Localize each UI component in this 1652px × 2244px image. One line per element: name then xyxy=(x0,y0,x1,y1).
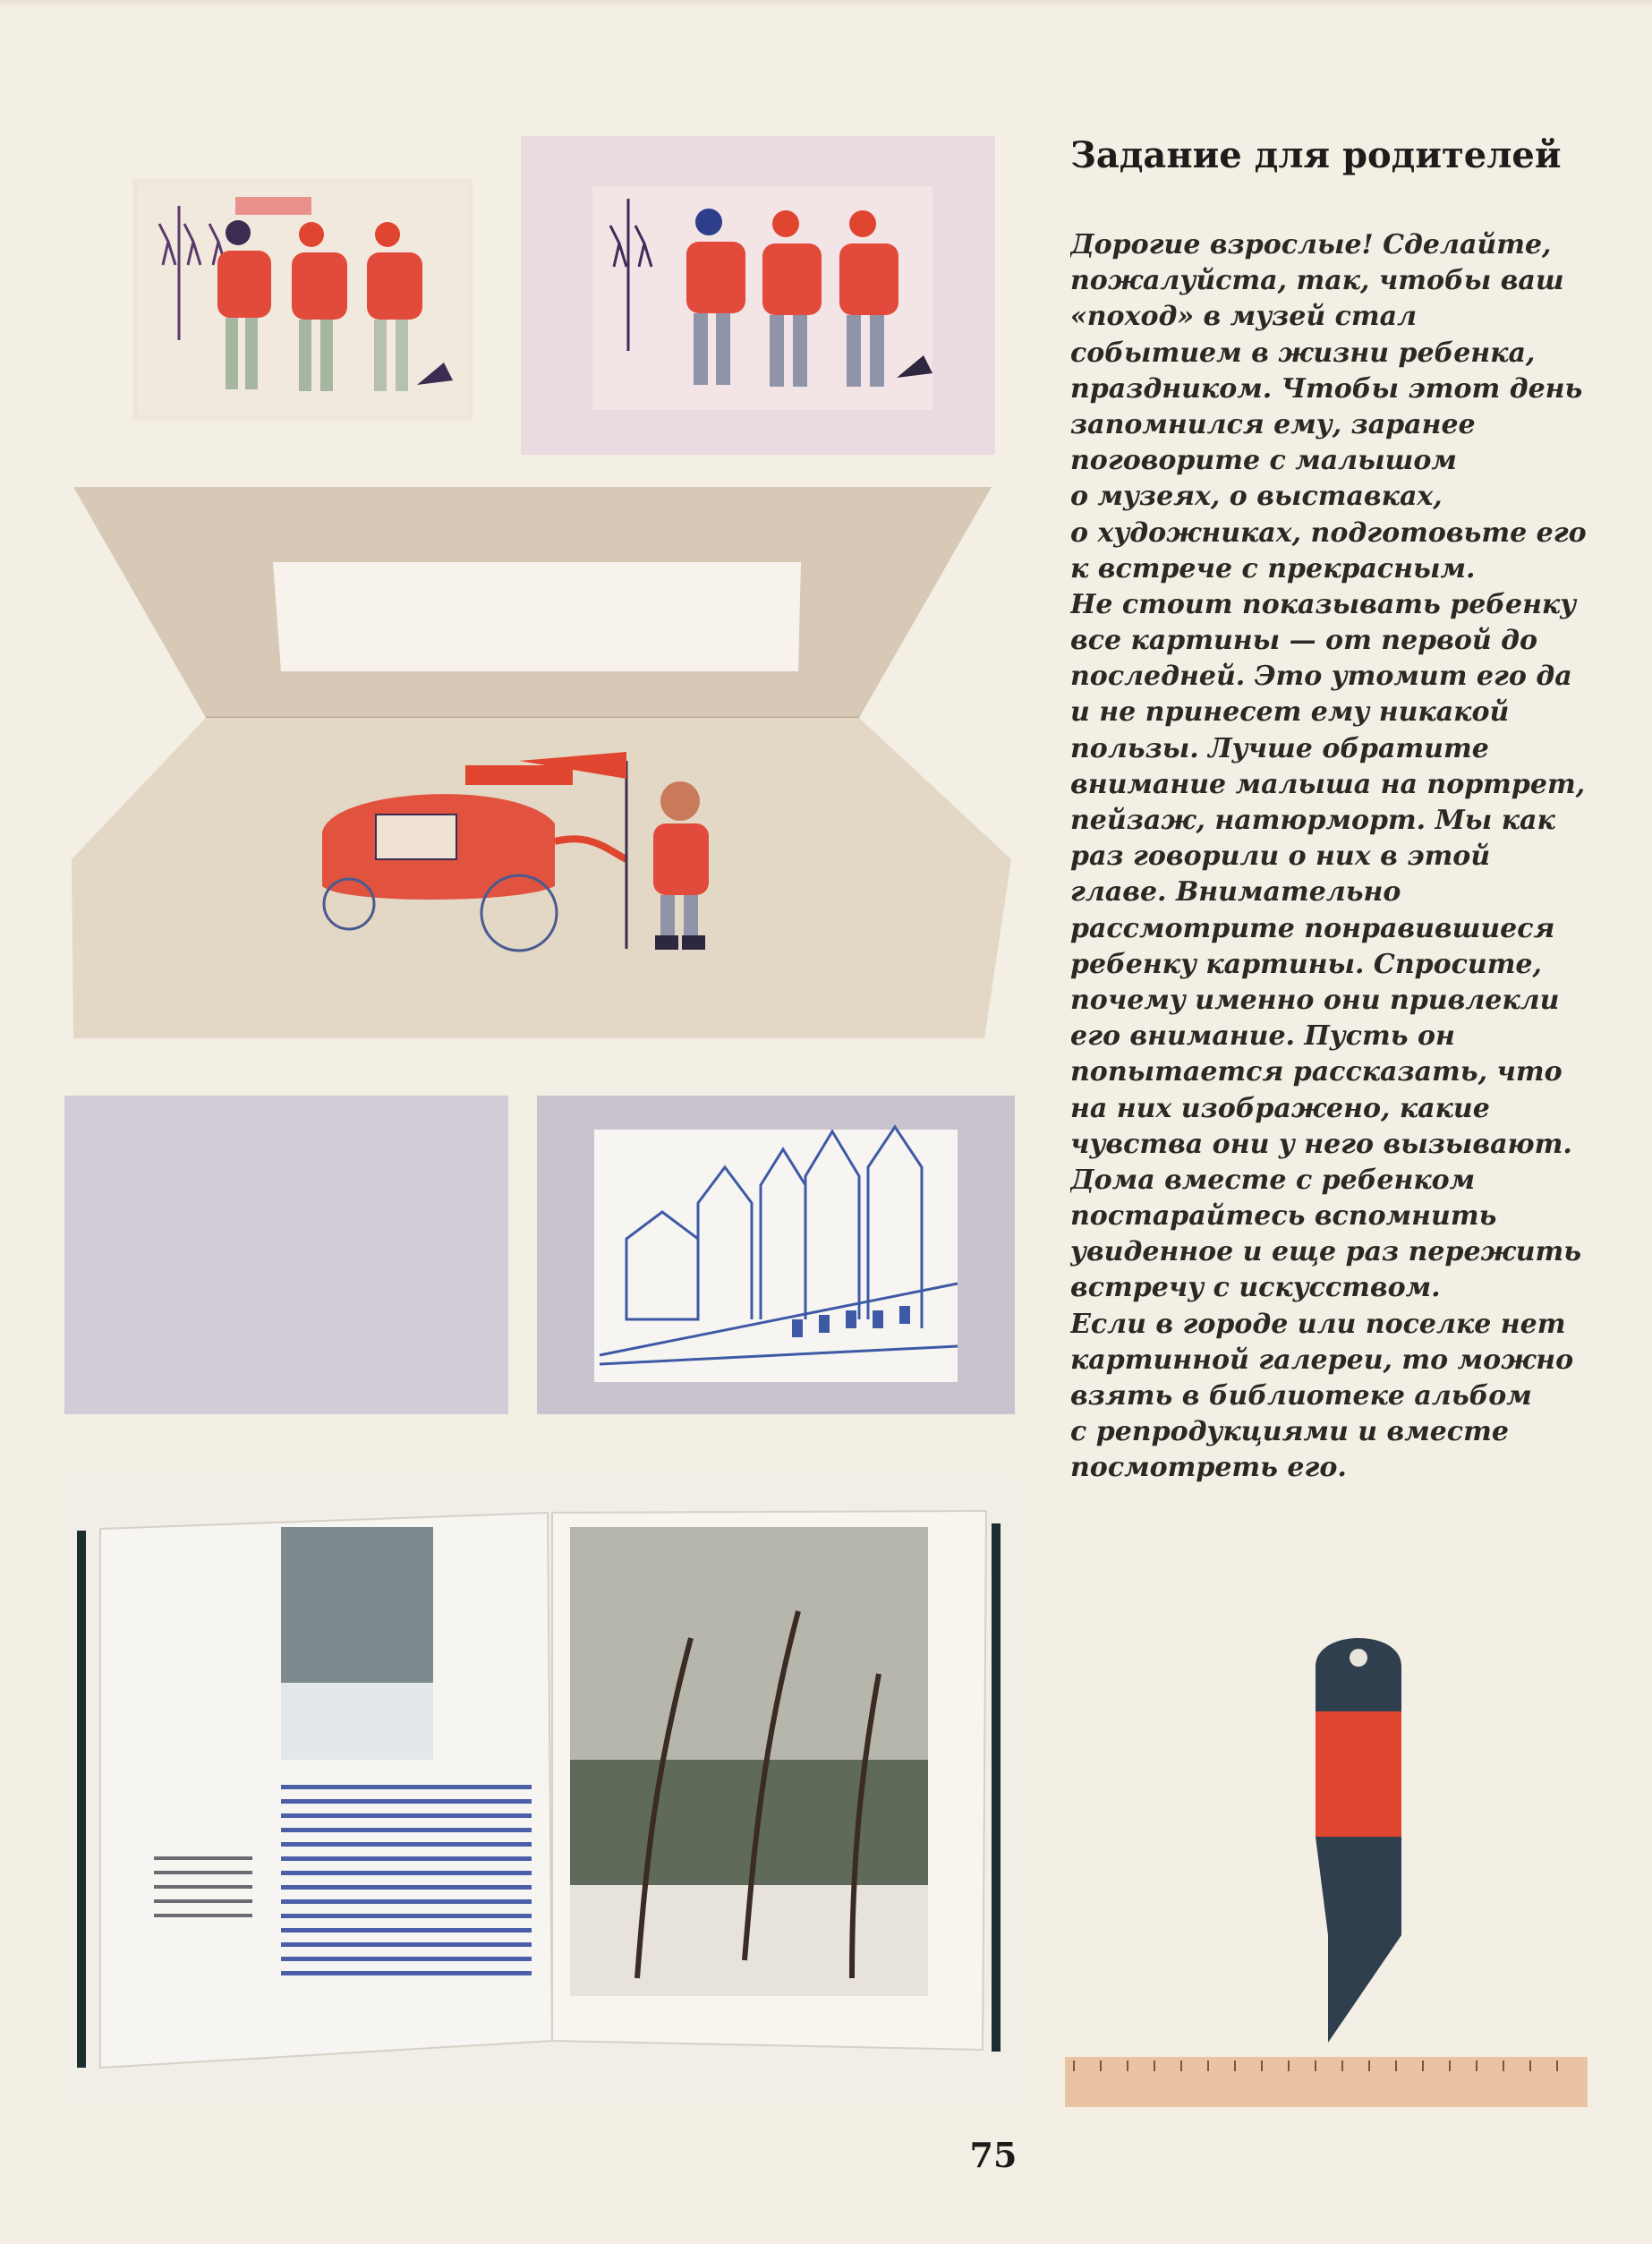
text-line: пользы. Лучше обратите xyxy=(1070,732,1489,764)
soldiers-drawing-pink-photo xyxy=(521,136,995,455)
castle-drawing-photo xyxy=(537,1096,1015,1414)
text-line: на них изображено, какие xyxy=(1070,1092,1490,1124)
parent-instructions-text xyxy=(1070,227,1607,1487)
text-line: все картины — от первой до xyxy=(1070,625,1537,657)
text-line: пейзаж, натюрморт. Мы как xyxy=(1070,805,1555,836)
text-line: главе. Внимательно xyxy=(1070,876,1401,909)
soldiers-drawing-pink-art xyxy=(521,136,995,455)
text-line: увиденное и еще раз пережить xyxy=(1070,1236,1582,1268)
text-line: Если в городе или поселке нет xyxy=(1070,1308,1566,1340)
text-line: к встрече с прекрасным. xyxy=(1070,552,1476,584)
text-line: картинной галереи, то можно xyxy=(1070,1344,1574,1376)
craft-knife-icon xyxy=(1307,1631,1412,2050)
text-line: Не стоит показывать ребенку xyxy=(1070,588,1577,620)
text-line: о художниках, подготовьте его xyxy=(1070,516,1587,549)
text-line: посмотреть его. xyxy=(1070,1452,1347,1484)
open-album-art xyxy=(64,1477,1013,2103)
text-line: Дорогие взрослые! Сделайте, xyxy=(1070,229,1552,260)
text-line: чувства они у него вызывают. xyxy=(1070,1128,1572,1160)
text-line: внимание малыша на портрет, xyxy=(1070,768,1586,800)
text-line: с репродукциями и вместе xyxy=(1070,1416,1509,1448)
text-line: встречу с искусством. xyxy=(1070,1272,1441,1304)
text-line: ребенку картины. Спросите, xyxy=(1070,948,1542,980)
blank-board-photo xyxy=(64,1096,508,1414)
folded-card-art xyxy=(54,483,1020,1047)
text-line: Дома вместе с ребенком xyxy=(1070,1164,1476,1196)
castle-drawing-art xyxy=(537,1096,1015,1414)
open-album-photo xyxy=(64,1477,1013,2103)
section-heading: Задание для родителей xyxy=(1070,134,1562,176)
ruler-icon xyxy=(1065,2057,1588,2107)
text-line: событием в жизни ребенка, xyxy=(1070,337,1536,369)
soldiers-drawing-art xyxy=(132,179,473,421)
page-number: 75 xyxy=(969,2135,1018,2175)
soldiers-drawing-photo xyxy=(132,179,473,421)
text-line: о музеях, о выставках, xyxy=(1070,481,1443,513)
text-line: праздником. Чтобы этот день xyxy=(1070,372,1583,405)
text-line: рассмотрите понравившиеся xyxy=(1070,912,1555,944)
text-line: последней. Это утомит его да xyxy=(1070,661,1572,693)
text-line: «поход» в музей стал xyxy=(1070,301,1418,333)
text-line: пожалуйста, так, чтобы ваш xyxy=(1070,265,1564,297)
text-line: запомнился ему, заранее xyxy=(1070,408,1476,440)
page-top-edge xyxy=(0,0,1652,7)
text-line: поговорите с малышом xyxy=(1070,445,1457,477)
text-line: постарайтесь вспомнить xyxy=(1070,1200,1497,1233)
text-line: почему именно они привлекли xyxy=(1070,984,1560,1016)
text-line: его внимание. Пусть он xyxy=(1070,1020,1455,1053)
text-line: и не принесет ему никакой xyxy=(1070,696,1510,729)
text-line: взять в библиотеке альбом xyxy=(1070,1380,1532,1412)
text-line: раз говорили о них в этой xyxy=(1070,840,1491,873)
folded-card-photo xyxy=(54,483,1020,1047)
text-line: попытается рассказать, что xyxy=(1070,1056,1563,1088)
